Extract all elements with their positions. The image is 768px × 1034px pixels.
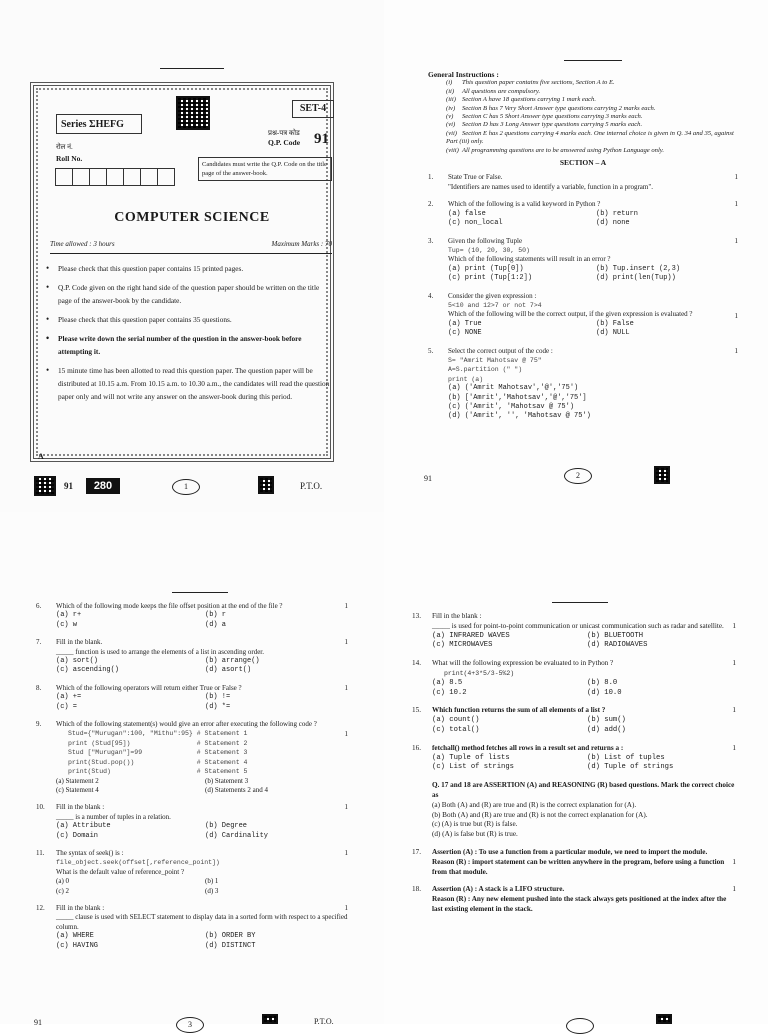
- time-marks-line: [50, 240, 332, 248]
- text: Section B has 7 Very Short Answer type questions carrying 2 marks each.: [462, 104, 656, 112]
- question-3: [428, 237, 738, 284]
- subject-title: COMPUTER SCIENCE: [114, 210, 270, 225]
- text: Stud={"Murugan":100, "Mithu":95} # Statement 1 print (Stud[95]) # Statement 2 Stud ["Murugan"]=99 # Statement 3 print(Stud.pop()) # Statement 4 print(Stud) # Statement 5: [68, 730, 248, 776]
- text: _____ is a number of tuples in a relation.: [56, 812, 171, 821]
- option: (c) NONE: [448, 329, 482, 338]
- option: (d) add(): [587, 725, 626, 734]
- option: (d) DISTINCT: [205, 941, 256, 950]
- option: (b) 1: [205, 877, 219, 886]
- general-instruction-item: [446, 105, 738, 113]
- text: 18.: [412, 885, 421, 894]
- text: State True or False.: [448, 173, 503, 182]
- text: 1: [734, 236, 738, 245]
- text: Fill in the blank :: [56, 803, 105, 812]
- option: (d) Tuple of strings: [587, 763, 674, 772]
- text: 1: [344, 803, 348, 812]
- text: What is the default value of reference_point ?: [56, 867, 185, 876]
- text: Section E has 2 questions carrying 4 marks each. One internal choice is given in Q. 34 and 35, against Part (iii) only.: [446, 129, 734, 146]
- qr-code-icon: [176, 96, 210, 130]
- page-two-content: [428, 70, 738, 430]
- text: 4.: [428, 291, 434, 300]
- general-instructions-title: General Instructions :: [428, 70, 499, 79]
- text: S= "Amrit Mahotsav @ 75" A=S.partition (" ") print (a): [448, 356, 542, 383]
- general-instruction-item: [446, 113, 738, 121]
- option: (a) sort(): [56, 657, 99, 666]
- assertion-intro: Q. 17 and 18 are ASSERTION (A) and REASONING (R) based questions. Mark the correct choice as: [432, 781, 735, 799]
- text: _____ function is used to arrange the elements of a list in ascending order.: [56, 647, 265, 656]
- text: 7.: [36, 638, 42, 647]
- option: (a) True: [448, 319, 482, 328]
- text: What will the following expression be evaluated to in Python ?: [432, 659, 614, 668]
- option: (a) +=: [56, 693, 82, 702]
- text: 1.: [428, 173, 434, 182]
- text: "Identifiers are names used to identify a variable, function in a program".: [448, 182, 653, 191]
- text: 3.: [428, 236, 434, 245]
- general-instruction-item: [446, 147, 738, 155]
- text: 1: [344, 848, 348, 857]
- question-1: [428, 173, 738, 192]
- option: (b) Tup.insert (2,3): [596, 264, 681, 273]
- set-label: SET-4: [292, 100, 334, 118]
- qp-code-label-hindi: प्रश्न-पत्र कोड: [268, 129, 300, 137]
- text: 5<10 and 12>7 or not 7>4: [448, 301, 542, 309]
- option: (c) total(): [432, 725, 480, 734]
- footer-code: 91: [64, 481, 73, 491]
- general-instruction-item: [446, 96, 738, 104]
- option: (a) WHERE: [56, 932, 94, 941]
- qp-code: 91: [314, 131, 329, 147]
- footer-badge: 280: [86, 478, 120, 494]
- text: (vii): [446, 129, 457, 137]
- roll-number-boxes: [56, 168, 175, 186]
- option: (c) w: [56, 620, 78, 629]
- qp-code-label: Q.P. Code: [268, 138, 301, 147]
- option: (a) 8.5: [432, 678, 463, 687]
- option: (d) asort(): [205, 666, 252, 675]
- text: Section A have 18 questions carrying 1 mark each.: [462, 96, 596, 104]
- candidate-note: Candidates must write the Q.P. Code on the title page of the answer-book.: [198, 157, 332, 181]
- text: (iii): [446, 96, 456, 104]
- option: (b) r: [205, 611, 227, 620]
- page-three: [0, 512, 384, 1029]
- option: (b) return: [596, 209, 639, 218]
- option: (b) 8.0: [587, 678, 618, 687]
- qr-small-icon: [656, 1014, 672, 1024]
- text: 1: [732, 885, 736, 894]
- option: (a) Both (A) and (R) are true and (R) is the correct explanation for (A).: [432, 800, 637, 809]
- text: 1: [344, 638, 348, 647]
- option: (a) Attribute: [56, 822, 111, 831]
- option: (a) Tuple of lists: [432, 753, 510, 762]
- text: Reason (R) : Any new element pushed into the stack always gets positioned at the index after the last existing element in the stack.: [432, 895, 727, 913]
- option: (a) count(): [432, 716, 480, 725]
- option: (c) MICROWAVES: [432, 641, 493, 650]
- top-rule: [172, 592, 228, 593]
- text: 15.: [412, 706, 421, 715]
- text: 10.: [36, 803, 45, 812]
- pto-label: P.T.O.: [314, 1017, 334, 1026]
- question-11: [36, 849, 348, 896]
- option: (c) ascending(): [56, 666, 120, 675]
- page-number: 3: [176, 1017, 204, 1033]
- text: Fill in the blank :: [56, 903, 105, 912]
- qr-small-icon: [654, 466, 670, 484]
- text: 1: [732, 622, 736, 630]
- question-6: [36, 602, 348, 630]
- general-instruction-item: [446, 79, 738, 87]
- text: 8.: [36, 683, 42, 692]
- question-17: [412, 848, 736, 877]
- text: The syntax of seek() is :: [56, 848, 124, 857]
- option: (d) 10.0: [587, 688, 622, 697]
- question-10: [36, 803, 348, 841]
- top-rule: [160, 68, 224, 69]
- option: (a) ('Amrit Mahotsav','@','75'): [448, 384, 579, 393]
- option: (a) false: [448, 209, 486, 218]
- footer-code: 91: [424, 474, 432, 483]
- page-four: [384, 512, 768, 1024]
- qr-small-icon: [262, 1014, 278, 1024]
- page-three-content: [36, 602, 348, 959]
- instruction-item: • Q.P. Code given on the right hand side of the question paper should be written on the title page of the answer-book by the candidate.: [46, 281, 334, 307]
- time-allowed: Time allowed : 3 hours: [50, 240, 115, 248]
- text: Section C has 5 Short Answer type questions carrying 3 marks each.: [462, 113, 643, 121]
- cover-page: [0, 0, 384, 512]
- text: _____ clause is used with SELECT statement to display data in a sorted form with respect to a specified column.: [56, 913, 348, 931]
- question-16: [412, 744, 736, 773]
- barcode-icon: [34, 476, 56, 496]
- option: (c) 2: [56, 886, 70, 895]
- option: (d) 3: [205, 886, 219, 895]
- option: (b) List of tuples: [587, 753, 665, 762]
- option: (d) *=: [205, 702, 231, 711]
- question-18: [412, 885, 736, 914]
- text: (v): [446, 113, 454, 121]
- option: (c) ('Amrit', 'Mahotsav @ 75'): [448, 403, 575, 411]
- page-four-content: [412, 612, 736, 923]
- option: (a) 0: [56, 877, 70, 886]
- text: file_object.seek(offset[,reference_point]): [56, 859, 220, 867]
- text: print(4+3*5/3-5%2): [444, 669, 515, 677]
- text: Which of the following mode keeps the file offset position at the end of the file ?: [56, 602, 283, 610]
- footer-code: 91: [34, 1018, 42, 1027]
- top-rule: [552, 602, 608, 603]
- text: 1: [344, 730, 348, 739]
- text: (viii): [446, 146, 459, 154]
- option: (b) arrange(): [205, 657, 260, 666]
- question-7: [36, 638, 348, 676]
- text: Section D has 3 Long Answer type questions carrying 5 marks each.: [462, 121, 643, 129]
- text: 9.: [36, 720, 42, 729]
- text: Which function returns the sum of all elements of a list ?: [432, 706, 606, 715]
- text: 1: [734, 200, 738, 209]
- general-instruction-list: [428, 79, 738, 155]
- option: (b) !=: [205, 693, 231, 702]
- pto-label: P.T.O.: [300, 481, 323, 491]
- text: 14.: [412, 659, 421, 668]
- option: (b) Statement 3: [205, 776, 249, 785]
- question-8: [36, 684, 348, 712]
- option: (c) (A) is true but (R) is false.: [432, 820, 518, 829]
- option: (d) a: [205, 620, 227, 629]
- text: 1: [732, 659, 736, 668]
- option: (b) False: [596, 319, 634, 328]
- top-rule: [564, 60, 622, 61]
- option: (b) Both (A) and (R) are true and (R) is not the correct explanation for (A).: [432, 810, 648, 819]
- text: Which of the following statements will result in an error ?: [448, 255, 611, 264]
- roll-label-hindi: रोल नं.: [56, 143, 73, 151]
- text: This question paper contains five sections, Section A to E.: [462, 79, 615, 87]
- text: All questions are compulsory.: [462, 87, 541, 95]
- text: 6.: [36, 602, 42, 610]
- text: 12.: [36, 903, 45, 912]
- question-2: [428, 200, 738, 228]
- text: 16.: [412, 743, 421, 752]
- question-9: [36, 720, 348, 795]
- series-label: Series ΣHEFG: [56, 114, 142, 134]
- text: Tup= (10, 20, 30, 50): [448, 246, 530, 254]
- text: Which of the following operators will return either True or False ?: [56, 683, 242, 692]
- text: _____ is used for point-to-point communication or unicast communication such as radar and satellite.: [432, 621, 724, 630]
- text: Which of the following will be the correct output, if the given expression is evaluated ?: [448, 310, 693, 319]
- text: (i): [446, 79, 453, 87]
- text: Consider the given expression :: [448, 291, 537, 300]
- text: fetchall() method fetches all rows in a result set and returns a :: [432, 743, 624, 752]
- text: Given the following Tuple: [448, 236, 523, 245]
- question-12: [36, 904, 348, 951]
- page-two: [384, 0, 768, 512]
- option: (c) =: [56, 702, 78, 711]
- page-number: 2: [564, 468, 592, 484]
- page-number-partial: [566, 1018, 594, 1034]
- option: (b) BLUETOOTH: [587, 631, 644, 640]
- option: (d) RADIOWAVES: [587, 641, 648, 650]
- max-marks: Maximum Marks : 70: [271, 240, 332, 248]
- question-4: [428, 292, 738, 339]
- question-15: [412, 706, 736, 735]
- text: 5.: [428, 346, 434, 355]
- text: Select the correct output of the code :: [448, 346, 553, 355]
- text: 1: [734, 311, 738, 320]
- text: 2.: [428, 200, 434, 209]
- text: 1: [734, 173, 738, 182]
- text: (ii): [446, 87, 455, 95]
- assertion-reason-block: [412, 781, 736, 840]
- text: Reason (R) : import statement can be written anywhere in the program, before using a function from that module.: [432, 857, 725, 876]
- option: (c) List of strings: [432, 763, 514, 772]
- option: (b) Degree: [205, 822, 248, 831]
- text: 1: [344, 602, 348, 610]
- option: (b) ORDER BY: [205, 932, 256, 941]
- option: (d) Cardinality: [205, 831, 269, 840]
- text: 1: [734, 346, 738, 355]
- text: 1: [732, 706, 736, 715]
- instruction-list: [46, 262, 334, 409]
- text: All programming questions are to be answered using Python Language only.: [462, 146, 665, 154]
- text: (iv): [446, 104, 456, 112]
- option: (c) Statement 4: [56, 785, 99, 794]
- option: (a) r+: [56, 611, 82, 620]
- text: 1: [732, 743, 736, 752]
- general-instruction-item: [446, 121, 738, 129]
- text: 13.: [412, 612, 421, 620]
- text: 1: [732, 857, 736, 866]
- option: (b) ['Amrit','Mahotsav','@','75']: [448, 393, 587, 402]
- question-13: [412, 612, 736, 651]
- corner-letter: A: [38, 452, 44, 461]
- question-14: [412, 659, 736, 698]
- question-5: [428, 347, 738, 422]
- option: (a) print (Tup[0]): [448, 264, 524, 273]
- instruction-item: • Please check that this question paper contains 15 printed pages.: [46, 262, 334, 275]
- text: Assertion (A) : To use a function from a particular module, we need to import the module.: [432, 847, 708, 856]
- text: (vi): [446, 121, 456, 129]
- qr-small-icon: [258, 476, 274, 494]
- option: (d) NULL: [596, 329, 630, 338]
- text: 17.: [412, 847, 421, 856]
- instruction-item: • Please check that this question paper contains 35 questions.: [46, 313, 334, 326]
- option: (c) non_local: [448, 219, 503, 228]
- option: (d) ('Amrit', '', 'Mahotsav @ 75'): [448, 412, 591, 421]
- text: Fill in the blank :: [432, 612, 482, 620]
- option: (c) 10.2: [432, 688, 467, 697]
- general-instruction-item: [446, 130, 738, 147]
- option: (c) HAVING: [56, 941, 99, 950]
- option: (d) (A) is false but (R) is true.: [432, 830, 518, 839]
- section-heading: SECTION – A: [559, 158, 607, 168]
- text: Which of the following is a valid keyword in Python ?: [448, 200, 601, 209]
- general-instruction-item: [446, 88, 738, 96]
- page-number: 1: [172, 479, 200, 495]
- instruction-item: • Please write down the serial number of the question in the answer-book before attempting it.: [46, 332, 334, 358]
- text: 1: [344, 903, 348, 912]
- option: (b) sum(): [587, 716, 626, 725]
- text: Fill in the blank.: [56, 638, 103, 647]
- option: (d) Statements 2 and 4: [205, 785, 268, 794]
- text: Which of the following statement(s) would give an error after executing the following code ?: [56, 720, 317, 729]
- option: (a) Statement 2: [56, 776, 99, 785]
- text: 1: [344, 683, 348, 692]
- text: Assertion (A) : A stack is a LIFO structure.: [432, 885, 565, 894]
- option: (d) none: [596, 219, 630, 228]
- text: 11.: [36, 848, 45, 857]
- option: (d) print(len(Tup)): [596, 274, 676, 283]
- divider: [50, 253, 332, 254]
- roll-label: Roll No.: [56, 154, 83, 163]
- option: (a) INFRARED WAVES: [432, 631, 510, 640]
- option: (c) Domain: [56, 831, 99, 840]
- instruction-item: • 15 minute time has been allotted to read this question paper. The question paper will be distributed at 10.15 a.m. From 10.15 a.m. to 10.30 a.m., the candidates will read the question paper only and will not write any answer on the answer-book during this period.: [46, 364, 334, 403]
- option: (c) print (Tup[1:2]): [448, 274, 533, 283]
